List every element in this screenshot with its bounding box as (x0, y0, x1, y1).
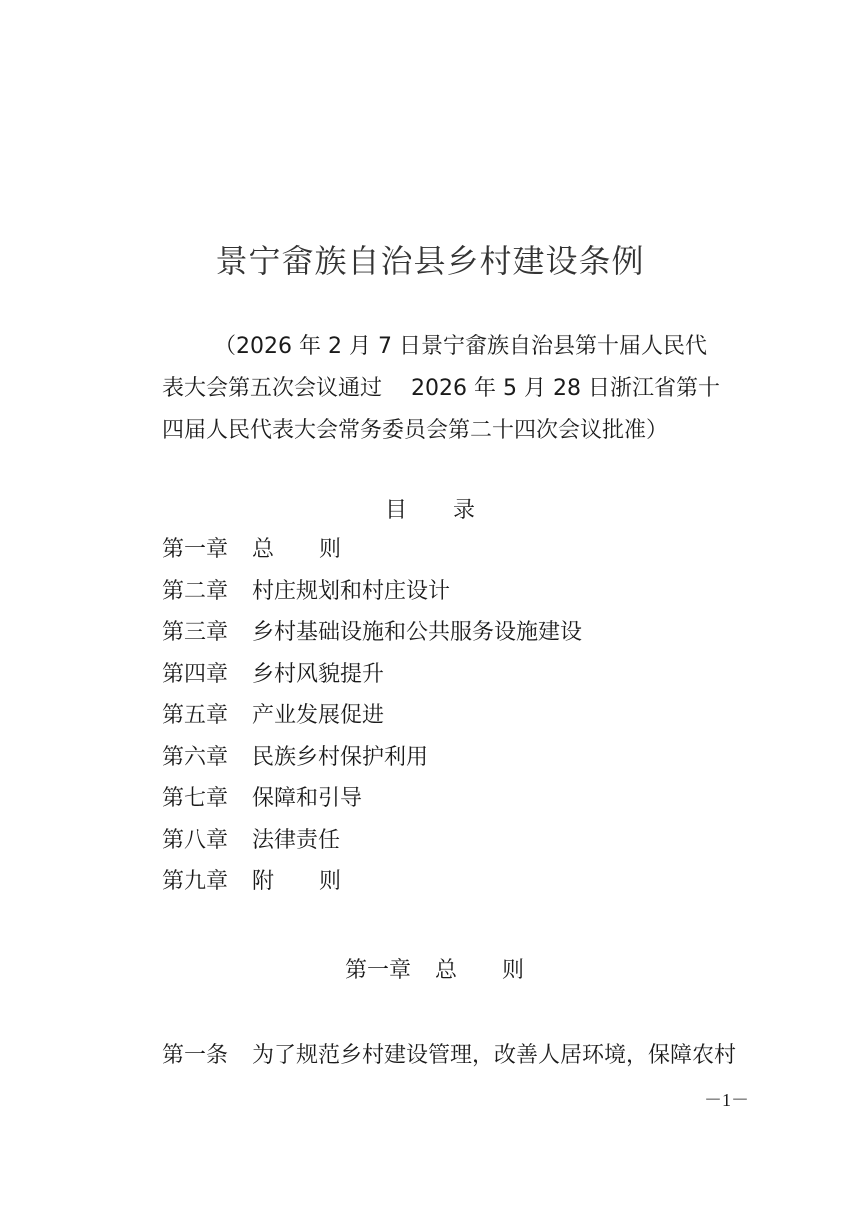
toc-item-chapter-4 (162, 656, 582, 698)
toc-chapter-title: 总则 (252, 537, 387, 562)
toc-chapter-title: 法律责任 (252, 827, 341, 853)
adoption-line-2: 表大会第五次会议通过 2026 年 5 月 28 日浙江省第十 (162, 376, 720, 401)
toc-chapter-title: 附则 (252, 869, 387, 894)
toc-item-chapter-6 (162, 739, 582, 781)
chapter-title: 总则 (435, 958, 570, 983)
toc-chapter-number: 第八章 (162, 827, 229, 853)
toc-heading-char-2: 录 (453, 498, 476, 523)
toc-chapter-title: 乡村风貌提升 (252, 661, 385, 687)
toc-chapter-number: 第三章 (162, 620, 229, 645)
toc-chapter-title: 保障和引导 (252, 786, 363, 811)
page-number: －1－ (704, 1090, 749, 1110)
article-paragraph (162, 1038, 736, 1069)
toc-chapter-number: 第七章 (162, 786, 229, 811)
article-text: 为了规范乡村建设管理，改善人居环境，保障农村 (252, 1043, 737, 1068)
toc-chapter-number: 第四章 (162, 661, 229, 687)
toc-heading-char-1: 目 (384, 498, 407, 523)
toc-chapter-number: 第一章 (162, 537, 229, 562)
toc-chapter-title: 乡村基础设施和公共服务设施建设 (252, 620, 583, 645)
adoption-note (162, 326, 722, 452)
toc-item-chapter-7 (162, 780, 582, 822)
toc-item-chapter-9 (162, 863, 582, 905)
toc-chapter-title: 产业发展促进 (252, 703, 385, 728)
toc-chapter-number: 第九章 (162, 869, 229, 894)
toc-chapter-number: 第二章 (162, 578, 229, 604)
document-title: 景宁畲族自治县乡村建设条例 (215, 242, 645, 280)
toc-item-chapter-2 (162, 573, 582, 615)
chapter-number: 第一章 (345, 958, 412, 983)
toc-item-chapter-1 (162, 531, 582, 573)
adoption-line-3: 四届人民代表大会常务委员会第二十四次会议批准） (162, 418, 669, 443)
toc-heading (0, 493, 860, 524)
toc-chapter-title: 民族乡村保护利用 (252, 744, 429, 770)
adoption-line-1: （2026 年 2 月 7 日景宁畲族自治县第十届人民代 (214, 334, 707, 359)
toc-item-chapter-5 (162, 697, 582, 739)
toc-chapter-number: 第六章 (162, 744, 229, 770)
chapter-heading (345, 953, 569, 984)
table-of-contents (162, 531, 582, 905)
toc-chapter-title: 村庄规划和村庄设计 (252, 578, 451, 604)
toc-item-chapter-3 (162, 614, 582, 656)
toc-item-chapter-8 (162, 822, 582, 864)
article-number: 第一条 (162, 1043, 229, 1068)
toc-chapter-number: 第五章 (162, 703, 229, 728)
